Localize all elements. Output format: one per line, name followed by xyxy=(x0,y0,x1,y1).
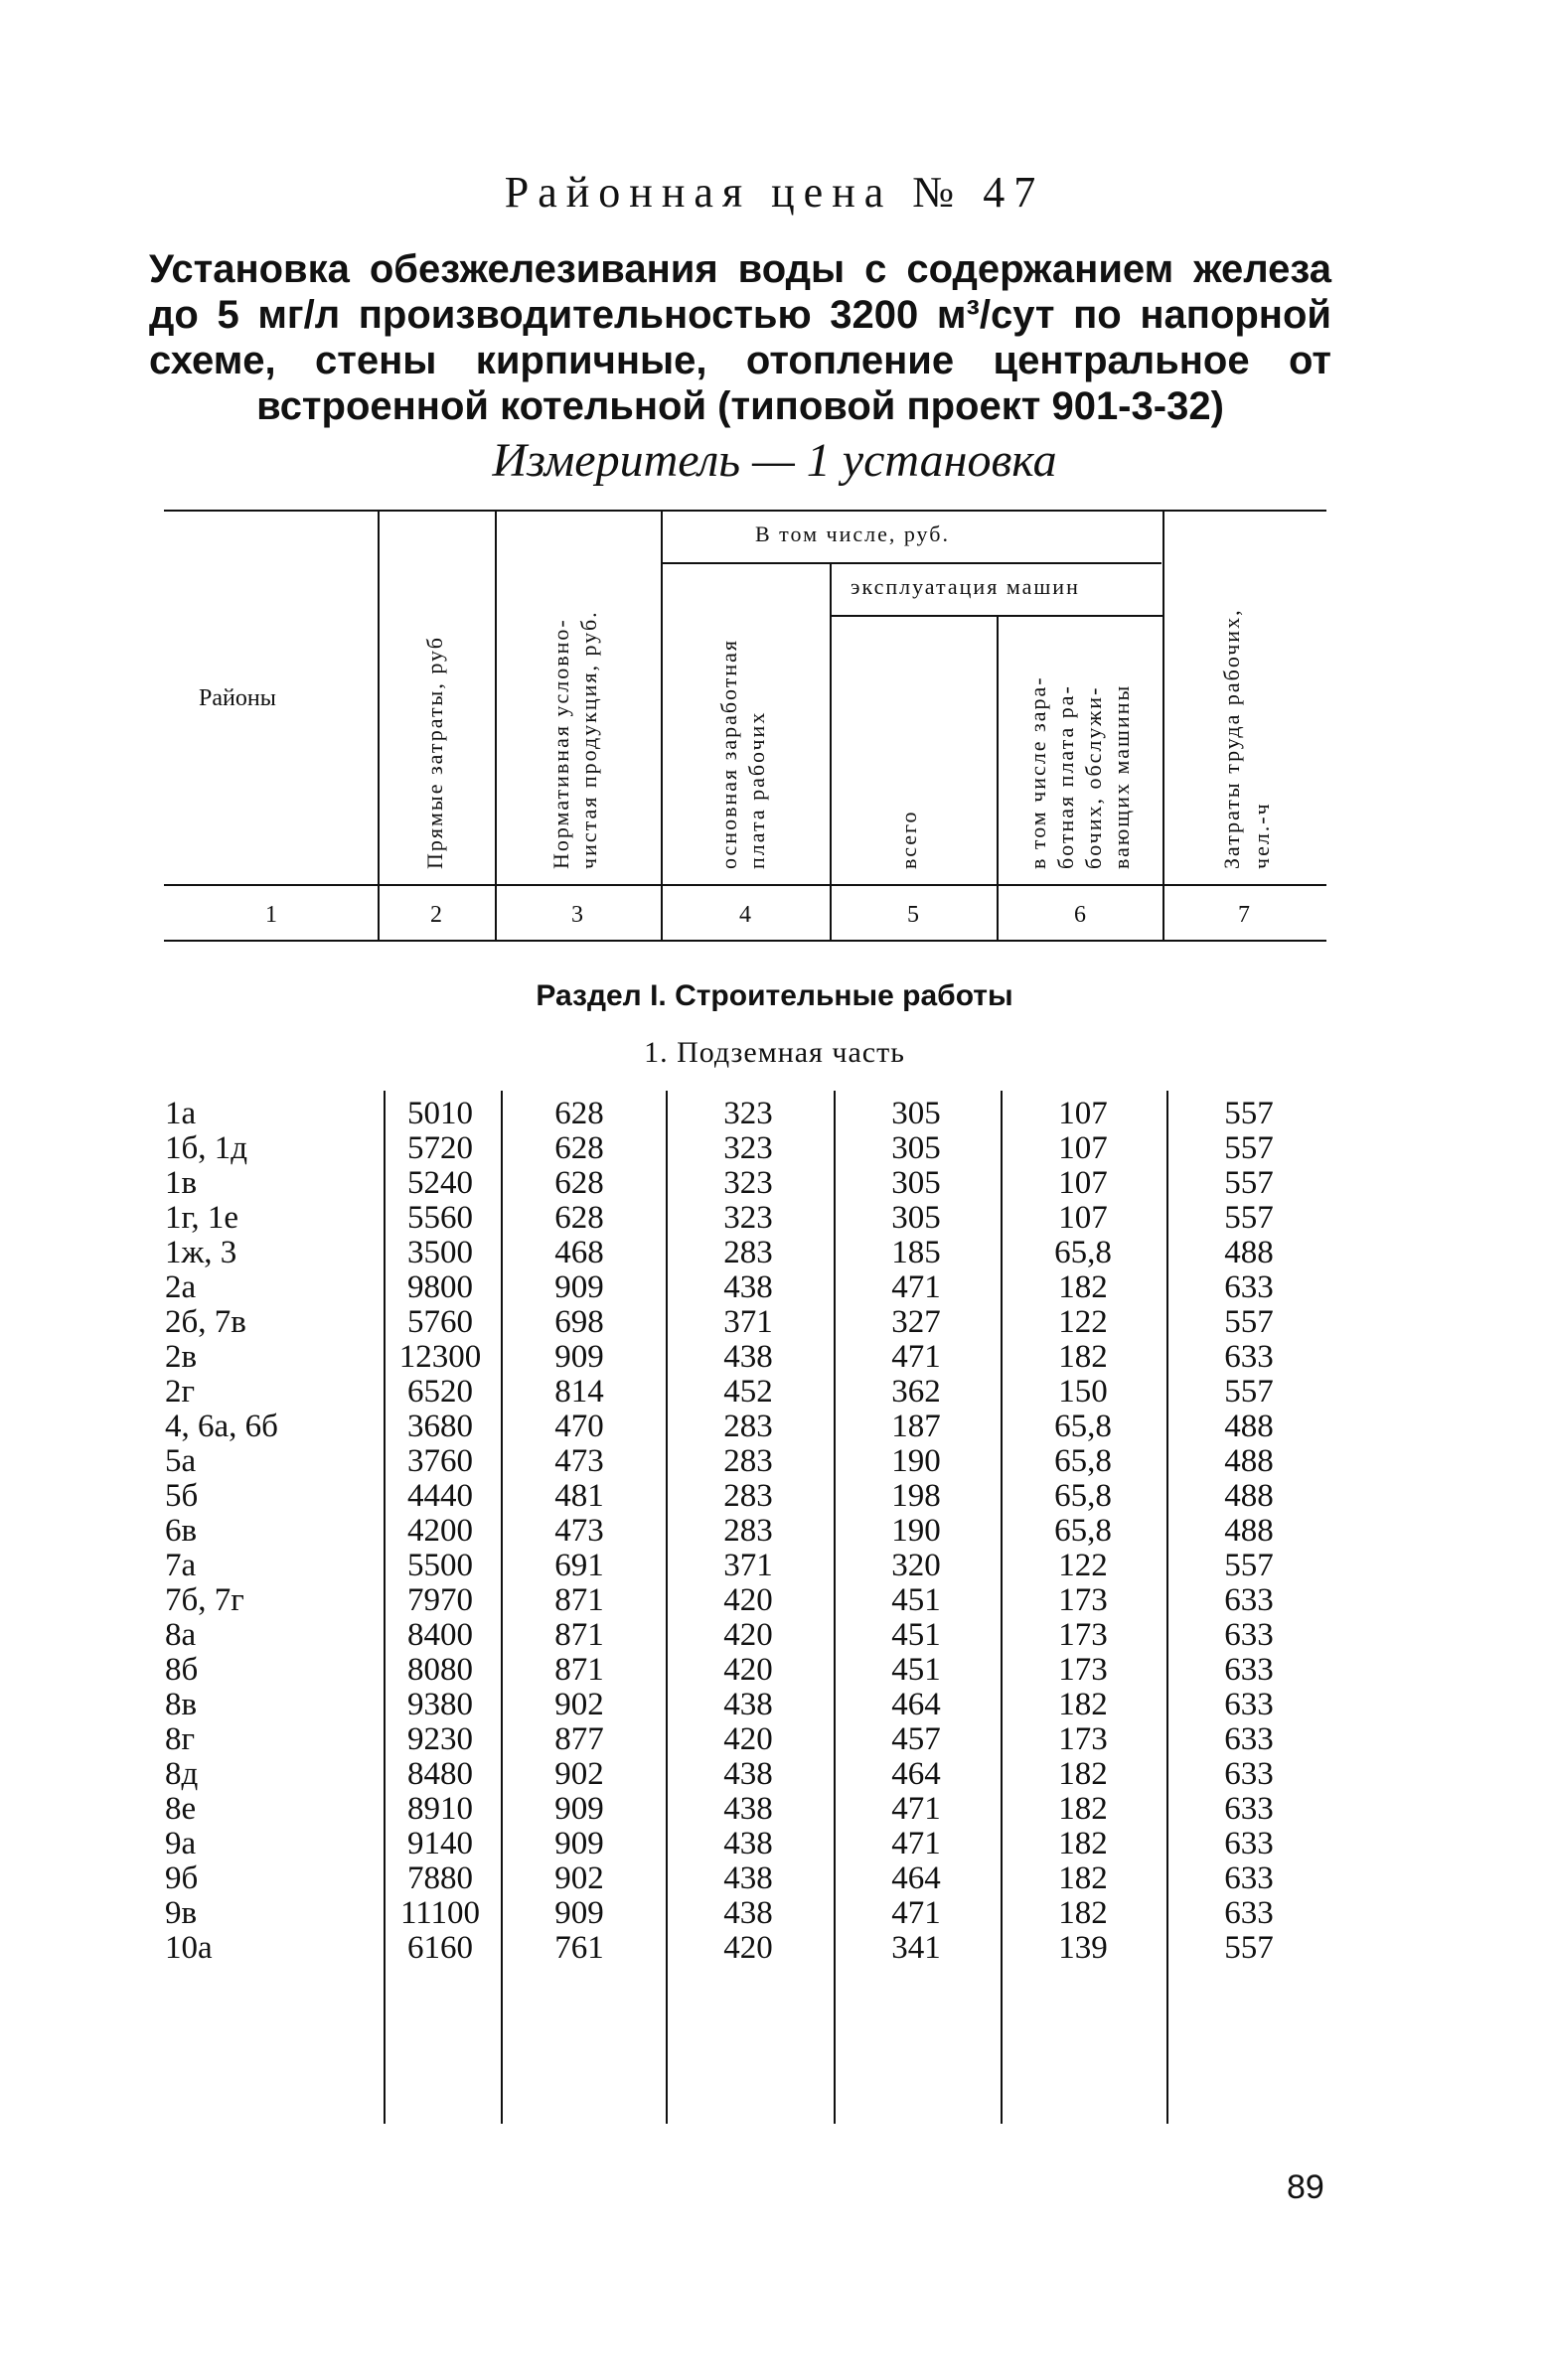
value-cell: 107 xyxy=(1058,1165,1108,1201)
value-cell: 557 xyxy=(1224,1096,1274,1131)
value-cell: 902 xyxy=(554,1860,604,1896)
value-cell: 628 xyxy=(554,1130,604,1166)
value-cell: 283 xyxy=(723,1478,773,1514)
description-line: встроенной котельной (типовой проект 901-3-32) xyxy=(256,384,1224,428)
value-cell: 470 xyxy=(554,1409,604,1444)
value-cell: 182 xyxy=(1058,1826,1108,1861)
value-cell: 438 xyxy=(723,1895,773,1931)
value-cell: 65,8 xyxy=(1054,1443,1112,1479)
value-cell: 451 xyxy=(891,1652,941,1688)
value-cell: 457 xyxy=(891,1721,941,1757)
value-cell: 182 xyxy=(1058,1860,1108,1896)
value-cell: 633 xyxy=(1224,1826,1274,1861)
value-cell: 323 xyxy=(723,1130,773,1166)
value-cell: 107 xyxy=(1058,1130,1108,1166)
value-cell: 488 xyxy=(1224,1235,1274,1270)
rule xyxy=(830,886,832,940)
subsection-title: 1. Подземная часть xyxy=(644,1036,905,1069)
column-number: 5 xyxy=(907,902,919,928)
header-machine-operation: эксплуатация машин xyxy=(851,574,1080,599)
header-labor-1: Затраты труда рабочих, xyxy=(1219,608,1244,869)
value-cell: 305 xyxy=(891,1200,941,1236)
value-cell: 182 xyxy=(1058,1269,1108,1305)
column-divider xyxy=(1166,1091,1168,2124)
header-normative-1: Нормативная условно- xyxy=(548,618,573,869)
price-title: Районная цена № 47 xyxy=(504,168,1045,217)
district-cell: 2а xyxy=(165,1269,197,1305)
rule xyxy=(1162,886,1164,940)
value-cell: 5500 xyxy=(407,1548,473,1583)
value-cell: 362 xyxy=(891,1374,941,1410)
value-cell: 190 xyxy=(891,1443,941,1479)
value-cell: 628 xyxy=(554,1165,604,1201)
value-cell: 557 xyxy=(1224,1304,1274,1340)
value-cell: 3500 xyxy=(407,1235,473,1270)
rule xyxy=(495,512,497,884)
value-cell: 909 xyxy=(554,1791,604,1827)
value-cell: 698 xyxy=(554,1304,604,1340)
value-cell: 871 xyxy=(554,1582,604,1618)
value-cell: 9140 xyxy=(407,1826,473,1861)
value-cell: 633 xyxy=(1224,1791,1274,1827)
value-cell: 471 xyxy=(891,1895,941,1931)
value-cell: 139 xyxy=(1058,1930,1108,1966)
value-cell: 8080 xyxy=(407,1652,473,1688)
column-divider xyxy=(1001,1091,1003,2124)
value-cell: 438 xyxy=(723,1826,773,1861)
value-cell: 283 xyxy=(723,1235,773,1270)
district-cell: 7а xyxy=(165,1548,197,1583)
rule xyxy=(830,564,832,884)
value-cell: 902 xyxy=(554,1687,604,1722)
value-cell: 9380 xyxy=(407,1687,473,1722)
column-number: 3 xyxy=(571,902,583,928)
value-cell: 473 xyxy=(554,1513,604,1549)
value-cell: 468 xyxy=(554,1235,604,1270)
value-cell: 323 xyxy=(723,1096,773,1131)
value-cell: 909 xyxy=(554,1269,604,1305)
value-cell: 9800 xyxy=(407,1269,473,1305)
value-cell: 877 xyxy=(554,1721,604,1757)
value-cell: 4200 xyxy=(407,1513,473,1549)
rule xyxy=(997,886,999,940)
value-cell: 323 xyxy=(723,1200,773,1236)
rule xyxy=(661,886,663,940)
value-cell: 464 xyxy=(891,1860,941,1896)
rule xyxy=(164,510,1326,512)
value-cell: 438 xyxy=(723,1791,773,1827)
value-cell: 633 xyxy=(1224,1721,1274,1757)
value-cell: 305 xyxy=(891,1096,941,1131)
value-cell: 187 xyxy=(891,1409,941,1444)
value-cell: 488 xyxy=(1224,1409,1274,1444)
column-number: 4 xyxy=(739,902,751,928)
value-cell: 473 xyxy=(554,1443,604,1479)
value-cell: 182 xyxy=(1058,1687,1108,1722)
header-including: В том числе, руб. xyxy=(755,521,950,546)
district-cell: 9в xyxy=(165,1895,198,1931)
value-cell: 182 xyxy=(1058,1895,1108,1931)
district-cell: 9б xyxy=(165,1860,199,1896)
value-cell: 633 xyxy=(1224,1860,1274,1896)
value-cell: 438 xyxy=(723,1860,773,1896)
value-cell: 185 xyxy=(891,1235,941,1270)
value-cell: 12300 xyxy=(398,1339,482,1375)
value-cell: 557 xyxy=(1224,1930,1274,1966)
value-cell: 871 xyxy=(554,1652,604,1688)
column-number: 2 xyxy=(430,902,442,928)
value-cell: 173 xyxy=(1058,1721,1108,1757)
value-cell: 633 xyxy=(1224,1339,1274,1375)
district-cell: 8б xyxy=(165,1652,199,1688)
district-cell: 2в xyxy=(165,1339,198,1375)
value-cell: 488 xyxy=(1224,1513,1274,1549)
value-cell: 691 xyxy=(554,1548,604,1583)
value-cell: 761 xyxy=(554,1930,604,1966)
header-districts: Районы xyxy=(199,685,276,711)
value-cell: 65,8 xyxy=(1054,1478,1112,1514)
value-cell: 198 xyxy=(891,1478,941,1514)
value-cell: 122 xyxy=(1058,1548,1108,1583)
value-cell: 7970 xyxy=(407,1582,473,1618)
value-cell: 173 xyxy=(1058,1652,1108,1688)
value-cell: 902 xyxy=(554,1756,604,1792)
value-cell: 464 xyxy=(891,1756,941,1792)
value-cell: 371 xyxy=(723,1304,773,1340)
value-cell: 283 xyxy=(723,1513,773,1549)
value-cell: 557 xyxy=(1224,1165,1274,1201)
value-cell: 471 xyxy=(891,1826,941,1861)
value-cell: 371 xyxy=(723,1548,773,1583)
value-cell: 471 xyxy=(891,1339,941,1375)
district-cell: 2г xyxy=(165,1374,196,1410)
value-cell: 327 xyxy=(891,1304,941,1340)
value-cell: 8910 xyxy=(407,1791,473,1827)
value-cell: 557 xyxy=(1224,1200,1274,1236)
value-cell: 3680 xyxy=(407,1409,473,1444)
district-cell: 4, 6а, 6б xyxy=(165,1409,278,1444)
value-cell: 464 xyxy=(891,1687,941,1722)
header-incl-wage-1: в том числе зара- xyxy=(1025,675,1050,869)
district-cell: 8в xyxy=(165,1687,198,1722)
description-line: схеме, стены кирпичные, отопление центральное от xyxy=(149,339,1331,382)
measure-unit: Измеритель — 1 установка xyxy=(492,434,1057,487)
value-cell: 5720 xyxy=(407,1130,473,1166)
value-cell: 471 xyxy=(891,1791,941,1827)
value-cell: 909 xyxy=(554,1895,604,1931)
value-cell: 5240 xyxy=(407,1165,473,1201)
value-cell: 173 xyxy=(1058,1582,1108,1618)
rule xyxy=(495,886,497,940)
value-cell: 633 xyxy=(1224,1582,1274,1618)
value-cell: 438 xyxy=(723,1269,773,1305)
district-cell: 1а xyxy=(165,1096,197,1131)
value-cell: 9230 xyxy=(407,1721,473,1757)
value-cell: 628 xyxy=(554,1096,604,1131)
header-labor-2: чел.-ч xyxy=(1249,802,1274,869)
header-incl-wage-4: вающих машины xyxy=(1109,683,1134,869)
value-cell: 323 xyxy=(723,1165,773,1201)
value-cell: 438 xyxy=(723,1339,773,1375)
value-cell: 420 xyxy=(723,1582,773,1618)
value-cell: 488 xyxy=(1224,1478,1274,1514)
value-cell: 182 xyxy=(1058,1756,1108,1792)
district-cell: 2б, 7в xyxy=(165,1304,246,1340)
district-cell: 1б, 1д xyxy=(165,1130,248,1166)
rule xyxy=(164,884,1326,886)
value-cell: 6160 xyxy=(407,1930,473,1966)
rule xyxy=(997,617,999,884)
rule xyxy=(378,512,380,884)
value-cell: 5010 xyxy=(407,1096,473,1131)
value-cell: 488 xyxy=(1224,1443,1274,1479)
value-cell: 420 xyxy=(723,1617,773,1653)
value-cell: 107 xyxy=(1058,1200,1108,1236)
header-normative-2: чистая продукция, руб. xyxy=(576,610,601,869)
value-cell: 909 xyxy=(554,1826,604,1861)
rule xyxy=(164,940,1326,942)
column-number: 1 xyxy=(265,902,277,928)
rule xyxy=(1162,512,1164,884)
value-cell: 11100 xyxy=(399,1895,481,1931)
value-cell: 633 xyxy=(1224,1895,1274,1931)
district-cell: 8а xyxy=(165,1617,197,1653)
value-cell: 557 xyxy=(1224,1130,1274,1166)
value-cell: 451 xyxy=(891,1617,941,1653)
column-number: 7 xyxy=(1238,902,1250,928)
value-cell: 481 xyxy=(554,1478,604,1514)
value-cell: 4440 xyxy=(407,1478,473,1514)
value-cell: 3760 xyxy=(407,1443,473,1479)
value-cell: 283 xyxy=(723,1443,773,1479)
column-divider xyxy=(666,1091,668,2124)
value-cell: 182 xyxy=(1058,1339,1108,1375)
value-cell: 7880 xyxy=(407,1860,473,1896)
value-cell: 557 xyxy=(1224,1374,1274,1410)
value-cell: 438 xyxy=(723,1687,773,1722)
value-cell: 173 xyxy=(1058,1617,1108,1653)
value-cell: 633 xyxy=(1224,1756,1274,1792)
value-cell: 452 xyxy=(723,1374,773,1410)
value-cell: 182 xyxy=(1058,1791,1108,1827)
value-cell: 65,8 xyxy=(1054,1513,1112,1549)
rule xyxy=(661,512,663,884)
header-incl-wage-3: бочих, обслужи- xyxy=(1081,685,1106,869)
value-cell: 305 xyxy=(891,1165,941,1201)
district-cell: 8д xyxy=(165,1756,199,1792)
rule xyxy=(663,562,1162,564)
value-cell: 471 xyxy=(891,1269,941,1305)
description-line: Установка обезжелезивания воды с содержанием железа xyxy=(149,247,1331,291)
district-cell: 10а xyxy=(165,1930,213,1966)
header-direct-costs: Прямые затраты, руб xyxy=(422,636,447,869)
value-cell: 438 xyxy=(723,1756,773,1792)
value-cell: 814 xyxy=(554,1374,604,1410)
district-cell: 1ж, 3 xyxy=(165,1235,237,1270)
district-cell: 8е xyxy=(165,1791,197,1827)
value-cell: 420 xyxy=(723,1652,773,1688)
district-cell: 7б, 7г xyxy=(165,1582,244,1618)
value-cell: 341 xyxy=(891,1930,941,1966)
value-cell: 150 xyxy=(1058,1374,1108,1410)
value-cell: 5560 xyxy=(407,1200,473,1236)
header-base-wage-2: плата рабочих xyxy=(744,710,769,869)
value-cell: 283 xyxy=(723,1409,773,1444)
value-cell: 628 xyxy=(554,1200,604,1236)
description xyxy=(149,246,1331,429)
value-cell: 65,8 xyxy=(1054,1235,1112,1270)
header-base-wage-1: основная заработная xyxy=(716,638,741,869)
rule xyxy=(378,886,380,940)
value-cell: 305 xyxy=(891,1130,941,1166)
value-cell: 190 xyxy=(891,1513,941,1549)
district-cell: 1в xyxy=(165,1165,198,1201)
value-cell: 633 xyxy=(1224,1617,1274,1653)
value-cell: 420 xyxy=(723,1930,773,1966)
value-cell: 633 xyxy=(1224,1687,1274,1722)
value-cell: 633 xyxy=(1224,1269,1274,1305)
value-cell: 8400 xyxy=(407,1617,473,1653)
value-cell: 451 xyxy=(891,1582,941,1618)
value-cell: 871 xyxy=(554,1617,604,1653)
value-cell: 122 xyxy=(1058,1304,1108,1340)
value-cell: 65,8 xyxy=(1054,1409,1112,1444)
column-divider xyxy=(501,1091,503,2124)
value-cell: 107 xyxy=(1058,1096,1108,1131)
column-number: 6 xyxy=(1074,902,1086,928)
district-cell: 1г, 1е xyxy=(165,1200,238,1236)
description-line: до 5 мг/л производительностью 3200 м³/сут по напорной xyxy=(149,293,1331,337)
value-cell: 420 xyxy=(723,1721,773,1757)
district-cell: 8г xyxy=(165,1721,196,1757)
value-cell: 633 xyxy=(1224,1652,1274,1688)
section-title: Раздел I. Строительные работы xyxy=(536,979,1013,1012)
header-incl-wage-2: ботная плата ра- xyxy=(1053,684,1078,869)
page-number: 89 xyxy=(1287,2168,1324,2206)
district-cell: 9а xyxy=(165,1826,197,1861)
value-cell: 320 xyxy=(891,1548,941,1583)
district-cell: 5б xyxy=(165,1478,199,1514)
value-cell: 5760 xyxy=(407,1304,473,1340)
value-cell: 557 xyxy=(1224,1548,1274,1583)
district-cell: 6в xyxy=(165,1513,198,1549)
column-divider xyxy=(834,1091,836,2124)
district-cell: 5а xyxy=(165,1443,197,1479)
value-cell: 8480 xyxy=(407,1756,473,1792)
header-total: всего xyxy=(896,810,921,869)
value-cell: 6520 xyxy=(407,1374,473,1410)
value-cell: 909 xyxy=(554,1339,604,1375)
